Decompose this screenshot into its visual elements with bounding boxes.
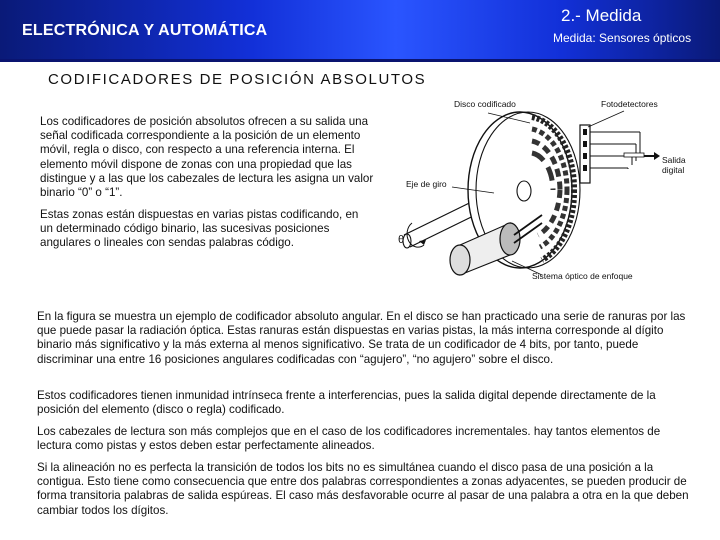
label-output-line1: Salida — [662, 155, 686, 165]
encoder-diagram — [382, 95, 715, 290]
label-optics: Sistema óptico de enfoque — [532, 271, 633, 281]
label-photodetectors: Fotodetectores — [601, 99, 658, 109]
paragraph-figure-description: En la figura se muestra un ejemplo de codificador absoluto angular. En el disco se han practicado una serie de ranuras por las que puede pasar la radiación óptica. Estas ranuras están dispuestas en varias pistas, la más interna corresponde al dígito binario más significativo y la más externa al menos significativo. Se trata de un codificador de 4 bits, por tanto, puede discriminar una entre 16 posiciones angulares codificadas con “agujero”, “no agujero” sobre el disco. — [37, 310, 686, 366]
unit-subtitle: Medida: Sensores ópticos — [553, 31, 692, 45]
paragraph-reading-heads: Los cabezales de lectura son más complejos que en el caso de los codificadores incrementales. hay tantos elementos de lectura como pistas y estos deben estar perfectamente alineados. — [37, 425, 661, 453]
label-coded-disc: Disco codificado — [454, 99, 516, 109]
paragraph-immunity: Estos codificadores tienen inmunidad intrínseca frente a interferencias, pues la salida digital depende directamente de la posición del elemento (disco o regla) codificado. — [37, 389, 656, 417]
absolute-encoder-figure — [382, 95, 715, 290]
paragraph-tracks: Estas zonas están dispuestas en varias pistas codificando, en un determinado código binario, las sucesivas posiciones angulares o lineales con sendas palabras código. — [40, 208, 359, 250]
label-output-line2: digital — [662, 165, 685, 175]
section-title: CODIFICADORES DE POSICIÓN ABSOLUTOS — [48, 71, 427, 88]
photodetectors — [580, 125, 660, 183]
header-bar — [0, 0, 720, 62]
label-theta: θ — [398, 234, 405, 246]
paragraph-alignment: Si la alineación no es perfecta la transición de todos los bits no es simultánea cuando el disco pasa de una posición a la contigua. Esto tiene como consecuencia que entre dos palabras correspondientes a zonas adyacentes, se pueden producir de forma transitoria palabras de salida espúreas. El caso más desfavorable ocurre al pasar de una palabra a otra en la que deben cambiar todos los dígitos. — [37, 461, 689, 517]
paragraph-intro: Los codificadores de posición absolutos ofrecen a su salida una señal codificada correspondiente a la posición de un elemento móvil, regla o disco, con respecto a una referencia interna. El elemento móvil dispone de zonas con una propiedad que las distingue y a las que los cabezales de lectura les asigna un valor binario “0” o “1”. — [40, 115, 374, 200]
unit-title: 2.- Medida — [561, 6, 642, 25]
label-axis: Eje de giro — [406, 179, 447, 189]
course-title: ELECTRÓNICA Y AUTOMÁTICA — [22, 22, 268, 39]
